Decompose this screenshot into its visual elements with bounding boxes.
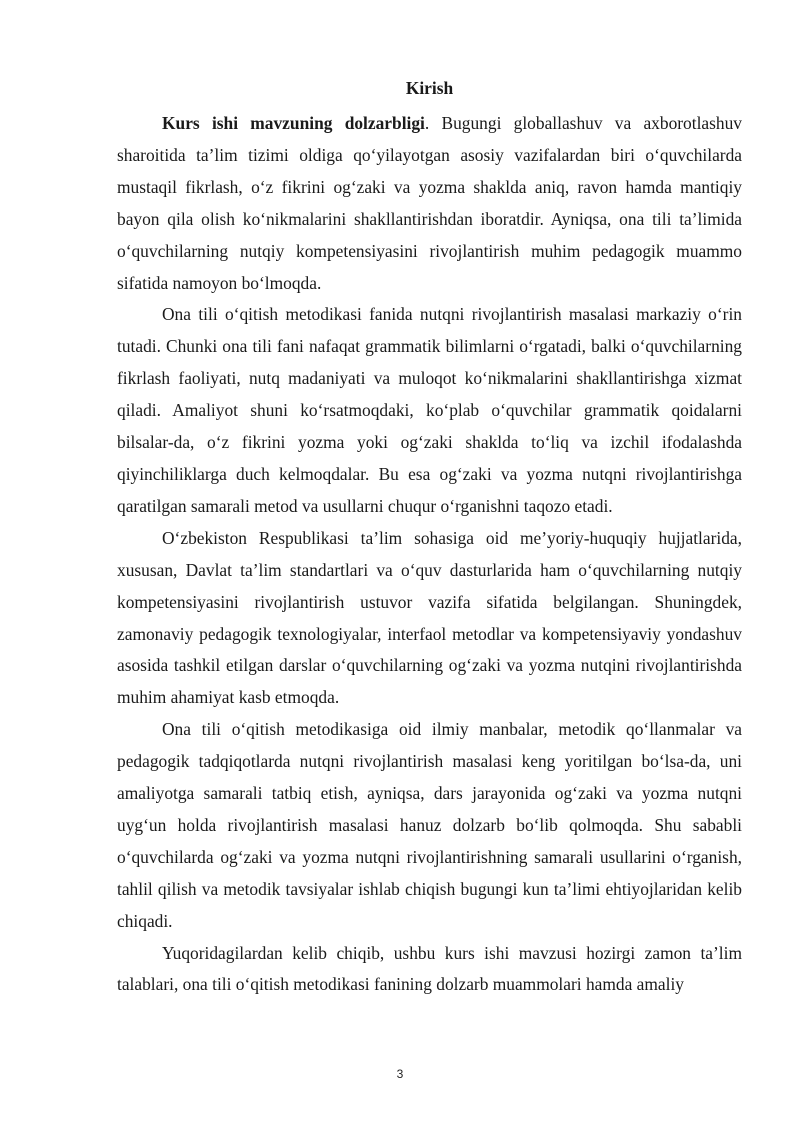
paragraph: O‘zbekiston Respublikasi ta’lim sohasiga oid me’yoriy-huquqiy hujjatlarida, xususan, Davlat ta’lim standartlari va o‘quv dasturlarida ham o‘quvchilarning nutqiy kompetensiyasini rivojlantirish ustuvor vazifa sifatida belgilangan. Shuningdek, zamonaviy pedagogik texnologiyalar, interfaol metodlar va kompetensiyaviy yondashuv asosida tashkil etilgan darslar o‘quvchilarning og‘zaki va yozma nutqini rivojlantirishda muhim ahamiyat kasb etmoqda. (117, 527, 742, 708)
document-body (117, 74, 742, 1001)
lead-rest-text: . Bugungi globallashuv va axborotlashuv sharoitida ta’lim tizimi oldiga qo‘yilayotgan asosiy vazifalardan biri o‘quvchilarda mustaqil fikrlash, o‘z fikrini og‘zaki va yozma shaklda aniq, ravon hamda mantiqiy bayon qila olish ko‘nikmalarini shakllantirishdan iboratdir. Ayniqsa, ona tili ta’limida o‘quvchilarning nutqiy kompetensiyasini rivojlantirish muhim pedagogik muammo sifatida namoyon bo‘lmoqda. (117, 113, 742, 293)
lead-bold-text: Kurs ishi mavzuning dolzarbligi (162, 113, 425, 133)
paragraph: Ona tili o‘qitish metodikasi fanida nutqni rivojlantirish masalasi markaziy o‘rin tutadi. Chunki ona tili fani nafaqat grammatik bilimlarni o‘rgatadi, balki o‘quvchilarning fikrlash faoliyati, nutq madaniyati va muloqot ko‘nikmalarini shakllantirishga xizmat qiladi. Amaliyot shuni ko‘rsatmoqdaki, ko‘plab o‘quvchilar grammatik qoidalarni bilsalar-da, o‘z fikrini yozma yoki og‘zaki shaklda to‘liq va izchil ifodalashda qiyinchiliklarga duch kelmoqdalar. Bu esa og‘zaki va yozma nutqni rivojlantirishga qaratilgan samarali metod va usullarni chuqur o‘rganishni taqozo etadi. (117, 304, 742, 516)
paragraph: Ona tili o‘qitish metodikasiga oid ilmiy manbalar, metodik qo‘llanmalar va pedagogik tadqiqotlarda nutqni rivojlantirish masalasi keng yoritilgan bo‘lsa-da, uni amaliyotga samarali tatbiq etish, ayniqsa, dars jarayonida og‘zaki va yozma nutqni uyg‘un holda rivojlantirish masalasi hanuz dolzarb bo‘lib qolmoqda. Shu sababli o‘quvchilarda og‘zaki va yozma nutqni rivojlantirishning samarali usullarini o‘rganish, tahlil qilish va metodik tavsiyalar ishlab chiqish bugungi kun ta’limi ehtiyojlaridan kelib chiqadi. (117, 719, 742, 931)
page-number: 3 (396, 1067, 404, 1081)
paragraph-intro (117, 108, 742, 299)
section-heading: Kirish (405, 78, 454, 98)
paragraph: Yuqoridagilardan kelib chiqib, ushbu kurs ishi mavzusi hozirgi zamon ta’lim talablari, ona tili o‘qitish metodikasi fanining dolzarb muammolari hamda amaliy (117, 942, 742, 995)
